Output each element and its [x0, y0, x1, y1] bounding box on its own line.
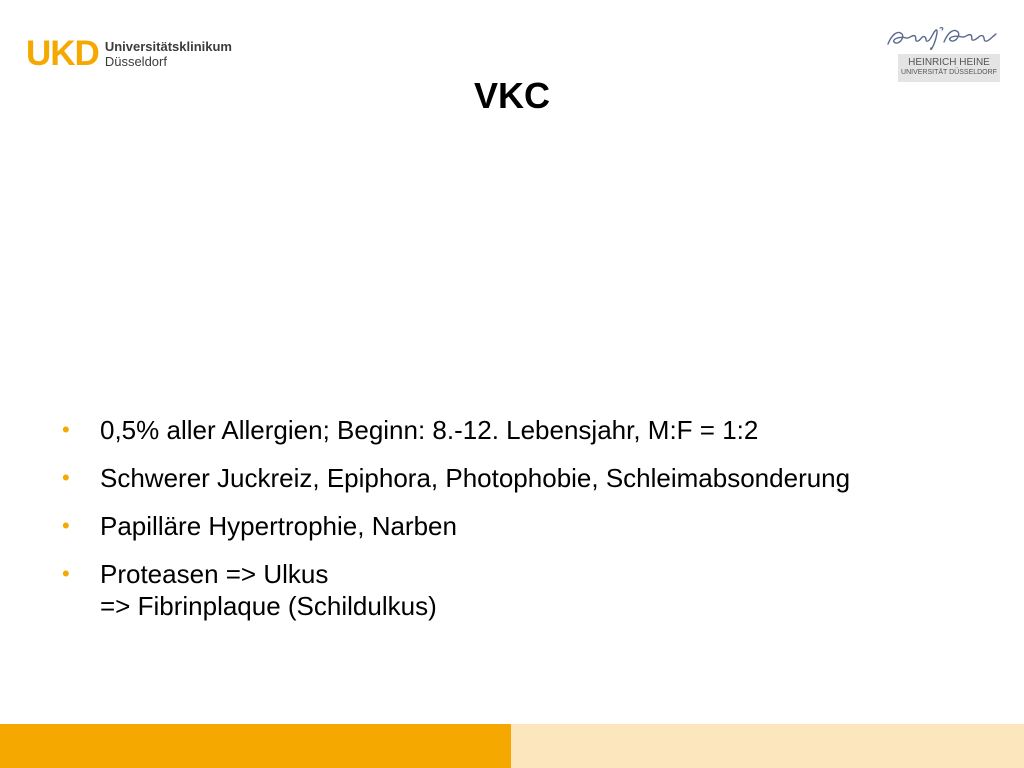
bullet-list	[62, 414, 1012, 638]
ukd-logo	[26, 36, 232, 72]
ukd-logo-line1: Universitätsklinikum	[104, 39, 232, 54]
bullet-dot-icon: •	[62, 513, 70, 538]
bullet-text: Papilläre Hypertrophie, Narben	[100, 511, 457, 541]
bullet-text: Proteasen => Ulkus	[100, 559, 329, 589]
bullet-dot-icon: •	[62, 561, 70, 586]
bullet-text: 0,5% aller Allergien; Beginn: 8.-12. Lebensjahr, M:F = 1:2	[100, 415, 759, 445]
bullet-dot-icon: •	[62, 417, 70, 442]
bullet-item	[62, 510, 1012, 542]
bullet-item	[62, 558, 1012, 622]
bullet-item	[62, 414, 1012, 446]
ukd-logo-mark: UKD	[26, 34, 99, 73]
bullet-text: Schwerer Juckreiz, Epiphora, Photophobie, Schleimabsonderung	[100, 463, 851, 493]
bullet-text: => Fibrinplaque (Schildulkus)	[100, 591, 437, 621]
bullet-dot-icon: •	[62, 465, 70, 490]
footer-bar-left	[0, 724, 511, 768]
ukd-logo-text	[105, 39, 232, 69]
footer-bar	[0, 724, 1024, 768]
heinrich-heine-signature-icon	[884, 24, 1000, 52]
footer-bar-right	[511, 724, 1024, 768]
slide-title: VKC	[473, 75, 550, 116]
hhu-subtitle: UNIVERSITÄT DÜSSELDORF	[901, 69, 997, 76]
ukd-logo-line2: Düsseldorf	[104, 54, 167, 69]
hhu-name: HEINRICH HEINE	[908, 57, 990, 68]
bullet-item	[62, 462, 1012, 494]
